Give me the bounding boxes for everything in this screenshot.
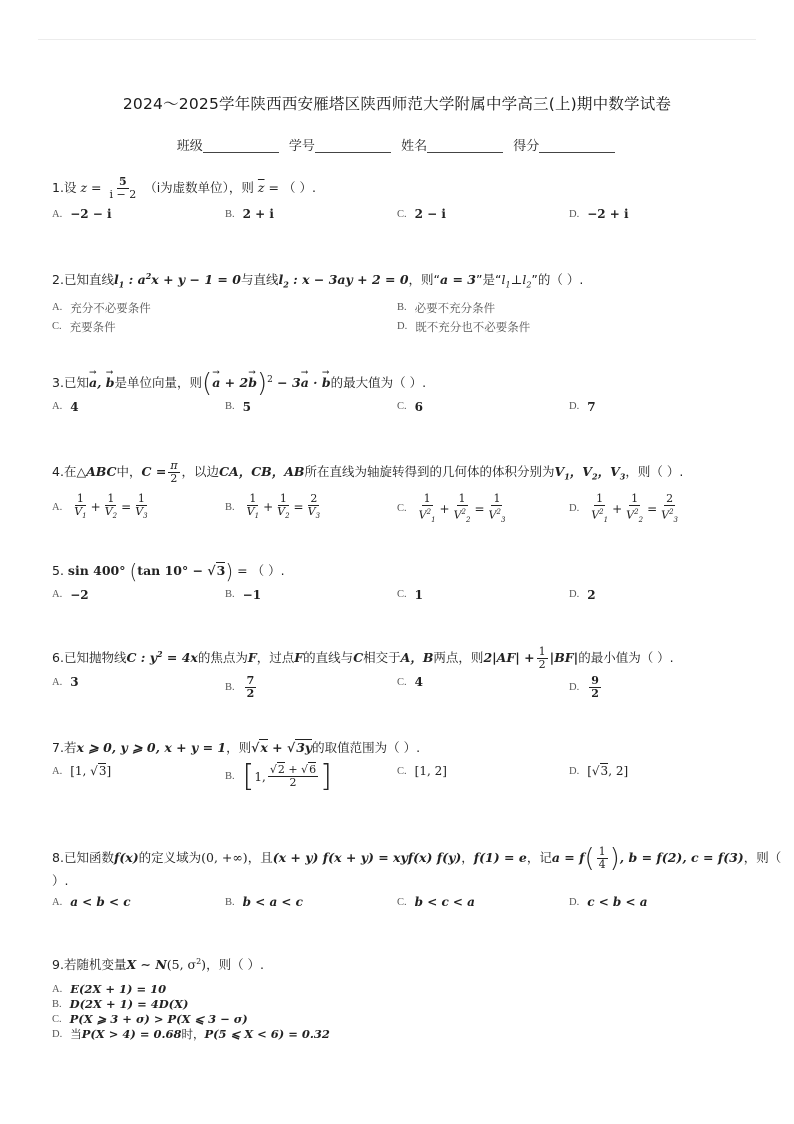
options bbox=[52, 400, 752, 422]
question-stem: 1.设 z = $\frac{5}{i - 2}$ （i为虚数单位），则 $\overline{z}$ = （ ）. bbox=[52, 175, 316, 201]
question-4 bbox=[52, 460, 752, 523]
option-d[interactable]: D. 既不充分也不必要条件 bbox=[397, 319, 531, 334]
option-d[interactable]: D. $\frac{9}{2}$ bbox=[569, 674, 599, 701]
option-c[interactable]: C. $\frac{1}{V^2_1}$ + $\frac{1}{V^2_2}$ = $\frac{1}{V^2_3}$ bbox=[397, 491, 506, 524]
option-c[interactable]: C. 4 bbox=[397, 675, 423, 690]
info-field-name: 姓名 bbox=[401, 135, 505, 154]
option-a[interactable]: A. −2 bbox=[52, 587, 89, 602]
info-field-score: 得分 bbox=[513, 135, 617, 154]
question-stem: 4.在△ABC中，C = $\frac{\pi}{2}$ ，以边CA，CB，AB所在直线为轴旋转得到的几何体的体积分别为$V_1$，$V_2$，$V_3$，则（ ）. bbox=[52, 459, 684, 485]
question-stem: 5. sin 400° (tan 10° − √3) = （ ）. bbox=[52, 559, 285, 584]
question-stem-cont: ）. bbox=[52, 873, 69, 888]
option-b[interactable]: B. $\frac{7}{2}$ bbox=[225, 674, 255, 701]
question-6 bbox=[52, 644, 752, 705]
class-blank[interactable] bbox=[203, 138, 279, 153]
option-b[interactable]: B. D(2X + 1) = 4D(X) bbox=[52, 997, 189, 1012]
option-b[interactable]: B. $\frac{1}{V_1}$ + $\frac{1}{V_2}$ = $\frac{2}{V_3}$ bbox=[225, 491, 321, 520]
options bbox=[52, 895, 752, 917]
option-d[interactable]: D. 当 P(X > 4) = 0.68 时， P(5 ⩽ X < 6) = 0.32 bbox=[52, 1027, 330, 1042]
option-a[interactable]: A. −2 − i bbox=[52, 207, 112, 221]
option-d[interactable]: D. 2 bbox=[569, 587, 596, 602]
options bbox=[52, 758, 752, 800]
question-7 bbox=[52, 738, 752, 800]
option-d[interactable]: D. 7 bbox=[569, 399, 596, 414]
top-divider bbox=[38, 39, 756, 40]
option-d[interactable]: D. −2 + i bbox=[569, 207, 629, 221]
option-c[interactable]: C. b < c < a bbox=[397, 895, 475, 909]
question-8 bbox=[52, 843, 782, 917]
options bbox=[52, 982, 752, 1042]
question-stem: 2.已知直线$l_1$ : $a^2x + y - 1 = 0$与直线$l_2$ : x − 3ay + 2 = 0，则“a = 3”是“$l_1\perp l_2$”的（ ）. bbox=[52, 271, 584, 290]
options bbox=[52, 675, 752, 705]
option-a[interactable]: A. $\frac{1}{V_1}$ + $\frac{1}{V_2}$ = $\frac{1}{V_3}$ bbox=[52, 491, 148, 520]
options bbox=[52, 588, 752, 610]
option-c[interactable]: C. 充要条件 bbox=[52, 319, 116, 334]
option-c[interactable]: C. 6 bbox=[397, 399, 423, 414]
option-b[interactable]: B. 5 bbox=[225, 399, 251, 414]
option-a[interactable]: A. 3 bbox=[52, 675, 79, 690]
question-stem: 7.若x ⩾ 0, y ⩾ 0, x + y = 1，则√x + √3y的取值范围为（ ）. bbox=[52, 740, 421, 755]
option-b[interactable]: B. 2 + i bbox=[225, 207, 274, 221]
option-d[interactable]: D. [√3, 2] bbox=[569, 764, 629, 778]
option-a[interactable]: A. 4 bbox=[52, 399, 79, 414]
options-row-2 bbox=[52, 319, 752, 338]
question-5 bbox=[52, 561, 752, 610]
option-a[interactable]: A. E(2X + 1) = 10 bbox=[52, 982, 167, 997]
option-a[interactable]: A. [1, √3] bbox=[52, 764, 112, 778]
option-c[interactable]: C. [1, 2] bbox=[397, 764, 447, 778]
student-info-row bbox=[0, 135, 794, 154]
option-b[interactable]: B. −1 bbox=[225, 587, 262, 602]
options-row-1 bbox=[52, 300, 752, 319]
option-d[interactable]: D. c < b < a bbox=[569, 895, 648, 909]
info-field-class: 班级 bbox=[177, 135, 281, 154]
option-c[interactable]: C. P(X ⩾ 3 + σ) > P(X ⩽ 3 − σ) bbox=[52, 1012, 248, 1027]
option-a[interactable]: A. 充分不必要条件 bbox=[52, 300, 151, 315]
option-c[interactable]: C. 2 − i bbox=[397, 207, 446, 221]
option-a[interactable]: A. a < b < c bbox=[52, 895, 131, 909]
option-c[interactable]: C. 1 bbox=[397, 587, 423, 602]
id-blank[interactable] bbox=[315, 138, 391, 153]
question-1 bbox=[52, 176, 752, 229]
question-2 bbox=[52, 266, 752, 338]
question-stem: 8.已知函数f(x)的定义域为(0, +∞)，且(x + y) f(x + y) = xyf(x) f(y)，f(1) = e，记a = f( $\frac{1}{4}$ ), b = f(2), c = f(3)，则（ bbox=[52, 843, 782, 874]
option-b[interactable]: B. b < a < c bbox=[225, 895, 303, 909]
info-field-id: 学号 bbox=[289, 135, 393, 154]
name-blank[interactable] bbox=[427, 138, 503, 153]
question-9 bbox=[52, 952, 752, 1042]
score-blank[interactable] bbox=[539, 138, 615, 153]
exam-title: 2024～2025学年陕西西安雁塔区陕西师范大学附属中学高三(上)期中数学试卷 bbox=[122, 95, 672, 113]
question-stem: 6.已知抛物线C : $y^2 = 4x$的焦点为F，过点F的直线与C相交于A，B两点，则2|AF| + $\frac{1}{2}$ |BF|的最小值为（ ）. bbox=[52, 645, 674, 672]
question-stem: 9.若随机变量X ∼ N(5, $\sigma^2$)，则（ ）. bbox=[52, 957, 265, 973]
question-stem: 3.已知→ a, → b是单位向量，则(→ a + 2→ b)$^2$ − 3→ a · → b的最大值为（ ）. bbox=[52, 370, 752, 394]
option-d[interactable]: D. $\frac{1}{V^2_1}$ + $\frac{1}{V^2_2}$ = $\frac{2}{V^2_3}$ bbox=[569, 491, 679, 524]
options bbox=[52, 207, 752, 229]
option-b[interactable]: B. 必要不充分条件 bbox=[397, 300, 496, 315]
options bbox=[52, 493, 752, 523]
option-b[interactable]: B. [ 1, $\frac{√2 + √6}{2}$ ] bbox=[225, 758, 332, 794]
question-3 bbox=[52, 370, 752, 422]
